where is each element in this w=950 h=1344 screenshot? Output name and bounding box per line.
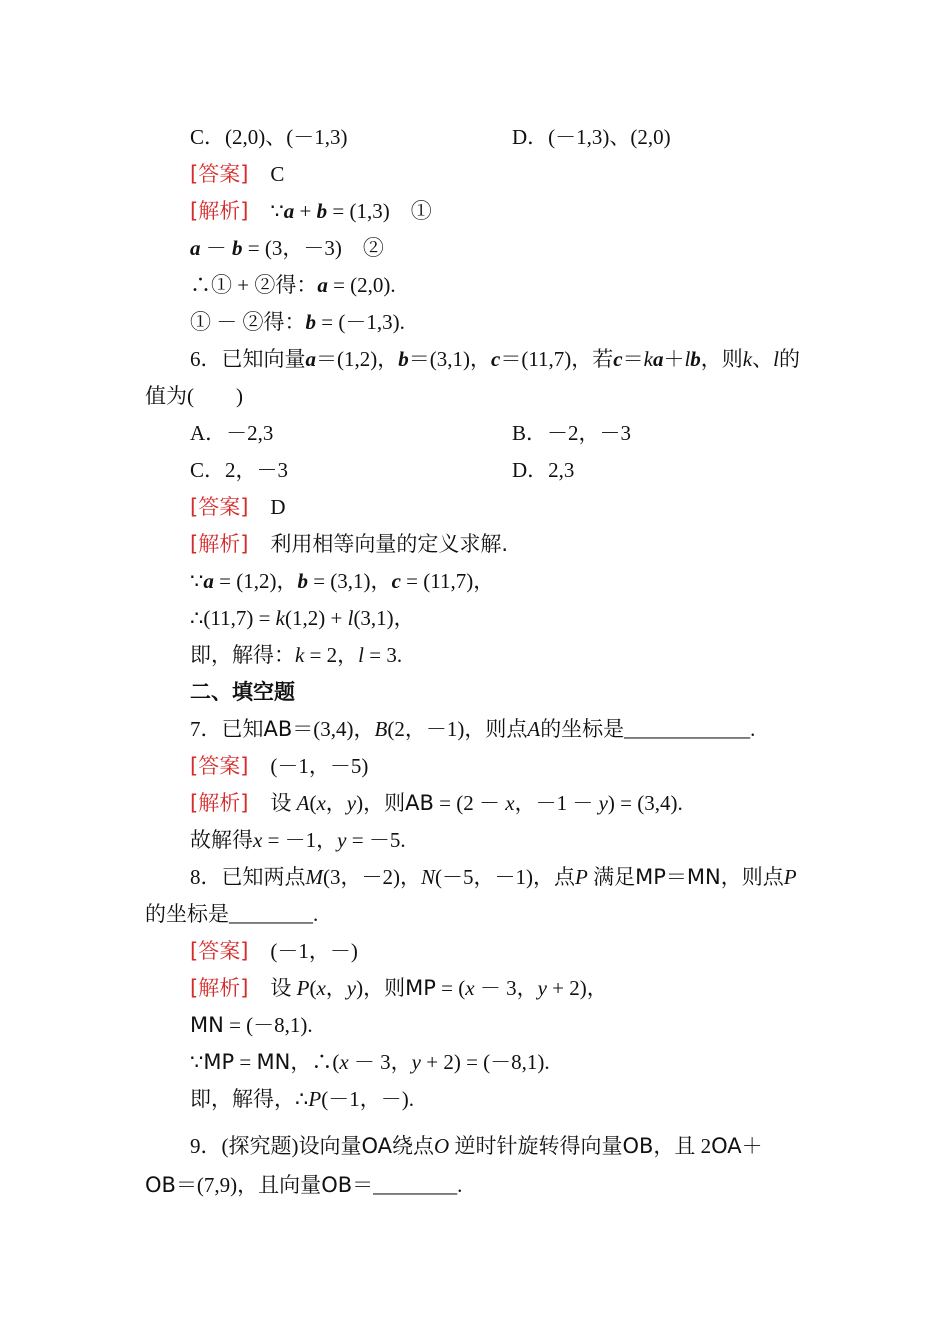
text-fragment: k	[643, 347, 653, 371]
text-fragment: OA	[711, 1134, 742, 1158]
text-fragment: x	[339, 1050, 349, 1074]
text-fragment: ＝________.	[352, 1173, 463, 1197]
text-fragment: D．2,3	[512, 458, 575, 482]
text-fragment: (	[309, 976, 317, 1000]
text-fragment: 故解得	[190, 828, 253, 852]
text-fragment: = (－1,3).	[321, 310, 405, 334]
text-fragment: 设	[270, 791, 292, 815]
text-fragment: O	[434, 1134, 450, 1158]
text-fragment: P	[296, 976, 310, 1000]
text-fragment: AB	[405, 791, 434, 815]
text-fragment: ，则	[700, 347, 743, 371]
text-fragment: l	[358, 643, 365, 667]
text-fragment: ，	[325, 791, 347, 815]
answer-tag: [答案]	[190, 939, 249, 963]
text-fragment: 绕点	[392, 1134, 435, 1158]
text-fragment: (1,2) +	[285, 606, 343, 630]
question-8	[190, 864, 797, 890]
text-fragment: ＝(3,1)，	[408, 347, 491, 371]
text-fragment: 的坐标是____________.	[540, 717, 756, 741]
text-fragment: 8．已知两点	[190, 865, 306, 889]
text-fragment: － 3，	[479, 976, 538, 1000]
question-9-cont	[145, 1172, 462, 1198]
text-fragment: y	[337, 828, 347, 852]
text-fragment: ∵	[190, 569, 204, 593]
text-fragment: (3，－2)，	[323, 865, 421, 889]
text-fragment: y	[346, 791, 357, 815]
text-fragment: D．(－1,3)、(2,0)	[512, 125, 671, 149]
text-fragment: x	[505, 791, 515, 815]
text-fragment: 设	[270, 976, 292, 1000]
solution-tag: [解析]	[190, 791, 249, 815]
equation-line	[190, 1086, 414, 1112]
text-fragment: x	[253, 828, 263, 852]
text-fragment: y	[346, 976, 357, 1000]
text-fragment: ∴① + ②得：	[190, 273, 318, 297]
text-fragment: P	[308, 1087, 322, 1111]
text-fragment: = －1，	[267, 828, 338, 852]
text-fragment: k	[295, 643, 305, 667]
text-fragment: ＝	[622, 347, 644, 371]
text-fragment: 的	[778, 347, 800, 371]
solution-tag: [解析]	[190, 199, 249, 223]
question-8-cont	[145, 901, 318, 927]
text-fragment: y	[537, 976, 547, 1000]
text-fragment: +	[299, 199, 312, 223]
equation-line	[190, 568, 494, 594]
text-fragment: 即，解得：	[190, 643, 295, 667]
solution-line-7	[190, 790, 683, 816]
text-fragment: ＝	[665, 865, 687, 889]
text-fragment: C．2，－3	[190, 458, 289, 482]
text-fragment: OB	[145, 1173, 176, 1197]
text-fragment: b	[398, 347, 409, 371]
text-fragment: B	[374, 717, 388, 741]
text-fragment: ＝(7,9)，且向量	[175, 1173, 322, 1197]
text-fragment: ＝(11,7)，若	[500, 347, 614, 371]
text-fragment: MN	[256, 1050, 291, 1074]
text-fragment: (－1，－5)	[270, 754, 369, 778]
text-fragment: b	[690, 347, 701, 371]
text-fragment: MP	[203, 1050, 235, 1074]
text-fragment: x	[316, 791, 326, 815]
text-fragment: k	[275, 606, 285, 630]
text-fragment: = (2,0).	[333, 273, 396, 297]
text-fragment: 的坐标是________.	[145, 902, 319, 926]
question-6	[190, 346, 800, 372]
text-fragment: 9．(探究题)设向量	[190, 1134, 362, 1158]
text-fragment: a	[203, 569, 214, 593]
equation-line	[190, 309, 405, 335]
text-fragment: P	[783, 865, 797, 889]
equation-line	[190, 642, 402, 668]
text-fragment: 值为( )	[145, 384, 243, 408]
text-fragment: ∴(11,7) =	[190, 606, 271, 630]
text-fragment: = (11,7)，	[406, 569, 495, 593]
text-fragment: x	[465, 976, 475, 1000]
text-fragment: b	[232, 236, 243, 260]
text-fragment: 即，解得，∴	[190, 1087, 309, 1111]
question-9	[190, 1133, 763, 1159]
text-fragment: ＝(1,2)，	[316, 347, 399, 371]
text-fragment: N	[421, 865, 436, 889]
text-fragment: = (	[441, 976, 466, 1000]
text-fragment: = 3.	[369, 643, 403, 667]
text-fragment: )，则	[356, 791, 406, 815]
text-fragment: y	[598, 791, 608, 815]
option-c-prev	[190, 124, 347, 150]
text-fragment: k	[742, 347, 753, 371]
text-fragment: a	[305, 347, 316, 371]
answer-line-5	[190, 161, 284, 187]
text-fragment: ＋	[663, 347, 685, 371]
text-fragment: P	[575, 865, 588, 889]
text-fragment: M	[305, 865, 323, 889]
option-c	[190, 457, 288, 483]
text-fragment: l	[773, 347, 779, 371]
solution-line-5	[190, 198, 432, 224]
text-fragment: 逆时针旋转得向量	[454, 1134, 623, 1158]
text-fragment: (－1，－).	[321, 1087, 414, 1111]
text-fragment: c	[391, 569, 401, 593]
text-fragment: (－5，－1)，点	[435, 865, 576, 889]
text-fragment: y	[411, 1050, 421, 1074]
text-fragment: = 2，	[309, 643, 359, 667]
text-fragment: ，－1 －	[514, 791, 594, 815]
answer-tag: [答案]	[190, 754, 249, 778]
text-fragment: AB	[263, 717, 293, 741]
question-7	[190, 716, 755, 742]
text-fragment: = (3,1)，	[313, 569, 392, 593]
text-fragment: A．－2,3	[190, 421, 274, 445]
text-fragment: ＋	[741, 1134, 763, 1158]
text-fragment: = －5.	[351, 828, 406, 852]
text-fragment: = (－8,1).	[229, 1013, 313, 1037]
text-fragment: OB	[622, 1134, 654, 1158]
text-fragment: 满足	[593, 865, 636, 889]
option-d	[512, 457, 574, 483]
text-fragment: C．(2,0)、(－1,3)	[190, 125, 348, 149]
answer-tag: [答案]	[190, 495, 249, 519]
text-fragment: A	[527, 717, 541, 741]
text-fragment: ，则点	[720, 865, 784, 889]
text-fragment: b	[305, 310, 316, 334]
option-b	[512, 420, 631, 446]
text-fragment: ∵	[190, 1050, 204, 1074]
text-fragment: b	[297, 569, 308, 593]
text-fragment: a	[317, 273, 328, 297]
text-fragment: ① － ②得：	[190, 310, 306, 334]
solution-line-6	[190, 531, 508, 557]
solution-line-8	[190, 975, 608, 1001]
answer-line-8	[190, 938, 358, 964]
question-6-cont	[145, 383, 243, 409]
text-fragment: D	[270, 495, 286, 519]
option-d-prev	[512, 124, 671, 150]
text-fragment: 、	[752, 347, 774, 371]
text-fragment: = (2 －	[439, 791, 500, 815]
text-fragment: B．－2，－3	[512, 421, 632, 445]
text-fragment: + 2) = (－8,1).	[426, 1050, 550, 1074]
text-fragment: (2，－1)，则点	[387, 717, 528, 741]
text-fragment: OA	[361, 1134, 393, 1158]
solution-tag: [解析]	[190, 976, 249, 1000]
text-fragment: + 2)，	[552, 976, 608, 1000]
text-fragment: ＝(3,4)，	[292, 717, 375, 741]
answer-line-7	[190, 753, 368, 779]
text-fragment: c	[491, 347, 501, 371]
text-fragment: (－1，－)	[270, 939, 358, 963]
text-fragment: 6．已知向量	[190, 347, 306, 371]
text-fragment: (3,1)，	[353, 606, 415, 630]
text-fragment: MN	[686, 865, 721, 889]
text-fragment: 7．已知	[190, 717, 264, 741]
equation-line	[190, 235, 384, 261]
text-fragment: － 3，	[353, 1050, 412, 1074]
text-fragment: a	[652, 347, 664, 371]
text-fragment: x	[316, 976, 326, 1000]
text-fragment: OB	[321, 1173, 353, 1197]
text-fragment: 二、填空题	[190, 680, 295, 704]
answer-tag: [答案]	[190, 162, 249, 186]
text-fragment: = (3，－3) ②	[247, 236, 384, 260]
text-fragment: ) = (3,4).	[607, 791, 683, 815]
text-fragment: ，	[325, 976, 347, 1000]
text-fragment: 利用相等向量的定义求解.	[270, 532, 509, 556]
text-fragment: A	[296, 791, 310, 815]
text-fragment: C	[270, 162, 285, 186]
text-fragment: MP	[635, 865, 666, 889]
equation-line	[190, 1012, 313, 1038]
text-fragment: )，则	[356, 976, 406, 1000]
answer-line-6	[190, 494, 286, 520]
text-fragment: ∵	[270, 199, 284, 223]
text-fragment: c	[613, 347, 623, 371]
text-fragment: = (1,3) ①	[332, 199, 432, 223]
text-fragment: －	[205, 236, 227, 260]
option-a	[190, 420, 273, 446]
equation-line	[190, 605, 415, 631]
text-fragment: l	[684, 347, 691, 371]
text-fragment: a	[283, 199, 295, 223]
section-heading	[190, 679, 295, 705]
text-fragment: b	[316, 199, 328, 223]
equation-line	[190, 1049, 550, 1075]
text-fragment: =	[239, 1050, 252, 1074]
equation-line	[190, 827, 406, 853]
text-fragment: = (1,2)，	[219, 569, 298, 593]
equation-line	[190, 272, 396, 298]
text-fragment: ，∴(	[290, 1050, 340, 1074]
text-fragment: MN	[190, 1013, 224, 1037]
text-fragment: (	[309, 791, 317, 815]
text-fragment: MP	[405, 976, 436, 1000]
text-fragment: l	[347, 606, 354, 630]
text-fragment: a	[190, 236, 201, 260]
solution-tag: [解析]	[190, 532, 249, 556]
text-fragment: ，且 2	[653, 1134, 712, 1158]
